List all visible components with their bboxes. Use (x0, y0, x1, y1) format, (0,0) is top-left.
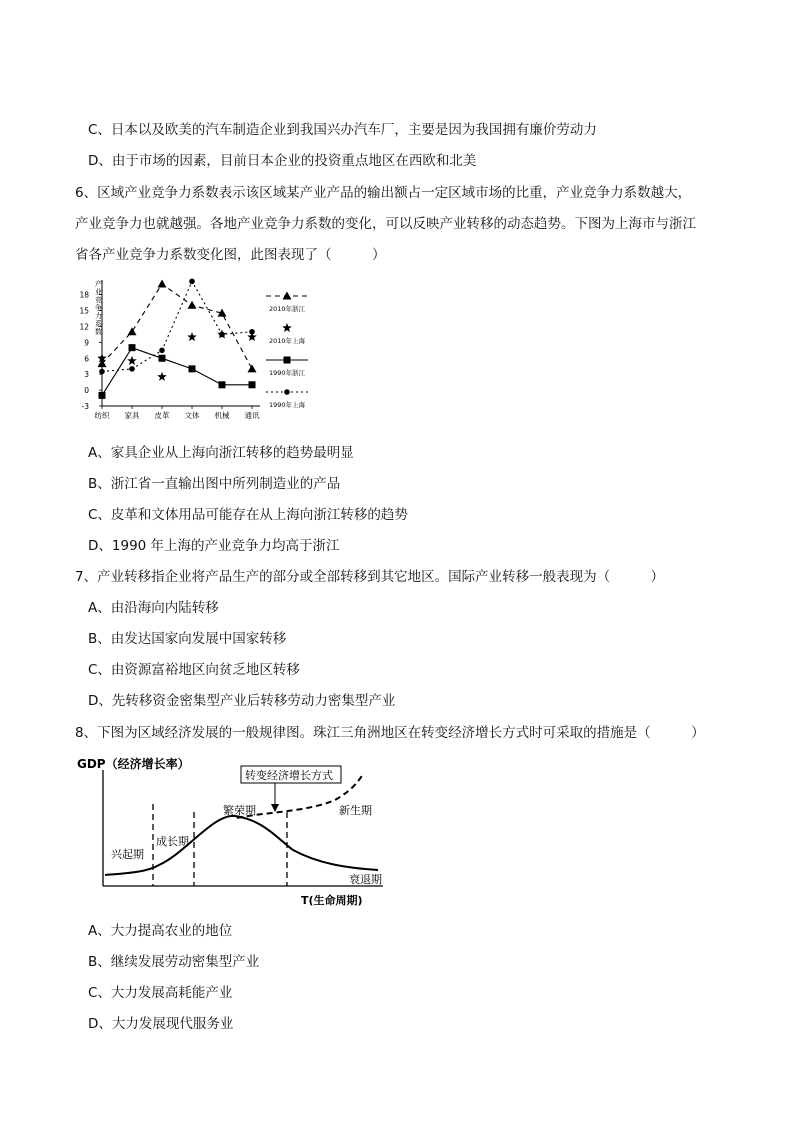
phase-label-renewal: 新生期 (339, 804, 372, 817)
q8-stem: 8、下图为区域经济发展的一般规律图。珠江三角洲地区在转变经济增长方式时可采取的措施是（ ） (75, 725, 705, 741)
chart-y-tick-label: 12 (79, 322, 89, 332)
chart-series-3 (99, 279, 255, 375)
chart-point-square (189, 365, 196, 372)
chart-y-tick-label: 15 (79, 306, 89, 316)
chart-x-tick-label: 纺织 (94, 411, 110, 420)
phase-label-growth: 成长期 (156, 835, 189, 848)
q6-option-c: C、皮革和文体用品可能存在从上海向浙江转移的趋势 (88, 507, 408, 523)
economic-lifecycle-diagram (75, 752, 395, 912)
q6-stem-line-2: 产业竞争力也就越强。各地产业竞争力系数的变化，可以反映产业转移的动态趋势。下图为上海市与浙江 (75, 216, 696, 232)
chart-point-circle (99, 369, 105, 375)
chart-point-circle (189, 279, 195, 285)
q5-option-c: C、日本以及欧美的汽车制造企业到我国兴办汽车厂，主要是因为我国拥有廉价劳动力 (88, 122, 597, 138)
chart-x-tick-label: 皮革 (154, 411, 170, 420)
q6-stem-line-1: 6、区域产业竞争力系数表示该区域某产业产品的输出额占一定区域市场的比重，产业竞争力系数越大， (75, 185, 692, 201)
industry-competitiveness-chart (78, 270, 328, 430)
chart-point-circle (159, 348, 165, 354)
chart-y-axis-label (95, 279, 102, 336)
chart-legend-marker-triangle (283, 292, 292, 300)
chart-legend-label: 2010年上海 (268, 337, 306, 345)
q7-stem: 7、产业转移指企业将产品生产的部分或全部转移到其它地区。国际产业转移一般表现为（ ） (75, 569, 665, 585)
q6-option-b: B、浙江省一直输出图中所列制造业的产品 (88, 476, 341, 492)
chart-y-tick-label: 0 (84, 386, 89, 396)
lifecycle-curve (105, 816, 378, 875)
phase-label-prosperity: 繁荣期 (223, 804, 256, 817)
q8-option-b: B、继续发展劳动密集型产业 (88, 954, 260, 970)
chart-x-tick-label: 家具 (124, 411, 140, 420)
q6-option-d: D、1990 年上海的产业竞争力均高于浙江 (88, 538, 340, 554)
chart-legend-label: 2010年浙江 (268, 305, 306, 313)
chart-x-tick-label: 通讯 (244, 411, 260, 420)
chart-point-square (219, 381, 226, 388)
chart-x-tick-label: 机械 (214, 411, 230, 420)
chart-point-star (127, 356, 137, 365)
chart-y-tick-label: 18 (79, 290, 89, 300)
diagram-y-label: GDP（经济增长率） (77, 757, 190, 771)
chart-point-triangle (158, 280, 167, 288)
chart-series-0 (98, 280, 257, 373)
q6-option-a: A、家具企业从上海向浙江转移的趋势最明显 (88, 445, 354, 461)
chart-series-line (102, 284, 252, 369)
chart-legend-label: 1990年浙江 (268, 369, 306, 377)
chart-point-triangle (188, 301, 197, 309)
q6-stem-line-3: 省各产业竞争力系数变化图，此图表现了（ ） (75, 247, 386, 263)
chart-legend-marker-star (282, 323, 292, 332)
chart-y-label: 产业竞争力系数 (95, 280, 102, 336)
chart-point-star (187, 332, 197, 341)
chart-point-triangle (248, 364, 257, 372)
phase-label-emerging: 兴起期 (111, 848, 144, 861)
chart-legend-marker-circle (284, 389, 290, 395)
chart-series-2 (99, 344, 256, 399)
diagram-x-label: T(生命周期) (301, 894, 363, 907)
chart-point-circle (219, 332, 225, 338)
q7-option-b: B、由发达国家向发展中国家转移 (88, 631, 287, 647)
phase-label-decline: 衰退期 (349, 873, 382, 886)
q7-option-c: C、由资源富裕地区向贫乏地区转移 (88, 662, 300, 678)
chart-legend (266, 292, 308, 410)
chart-y-tick-label: 3 (84, 370, 89, 380)
chart-axes (102, 280, 260, 406)
q8-option-a: A、大力提高农业的地位 (88, 923, 233, 939)
chart-x-tick-label: 文体 (184, 411, 200, 420)
chart-legend-label: 1990年上海 (268, 401, 306, 409)
transformation-arrowhead (271, 804, 279, 812)
q7-option-d: D、先转移资金密集型产业后转移劳动力密集型产业 (88, 693, 396, 709)
chart-point-square (249, 381, 256, 388)
chart-point-square (129, 344, 136, 351)
chart-legend-marker-square (284, 357, 291, 364)
chart-series (97, 279, 257, 399)
chart-series-1 (97, 329, 257, 380)
q5-option-d: D、由于市场的因素，目前日本企业的投资重点地区在西欧和北美 (88, 153, 477, 169)
chart-point-star (157, 372, 167, 381)
transformation-label: 转变经济增长方式 (245, 769, 333, 782)
chart-series-line (102, 348, 252, 396)
chart-point-triangle (128, 327, 137, 335)
q7-option-a: A、由沿海向内陆转移 (88, 600, 219, 616)
chart-y-tick-label: -3 (81, 402, 89, 411)
chart-point-square (159, 355, 166, 362)
chart-y-tick-label: 6 (84, 354, 89, 364)
chart-point-circle (129, 366, 135, 372)
q8-option-d: D、大力发展现代服务业 (88, 1016, 234, 1032)
chart-point-circle (249, 329, 255, 335)
chart-y-tick-label: 9 (84, 338, 89, 348)
chart-point-square (99, 392, 106, 399)
q8-option-c: C、大力发展高耗能产业 (88, 985, 233, 1001)
chart-x-ticks (95, 406, 260, 420)
